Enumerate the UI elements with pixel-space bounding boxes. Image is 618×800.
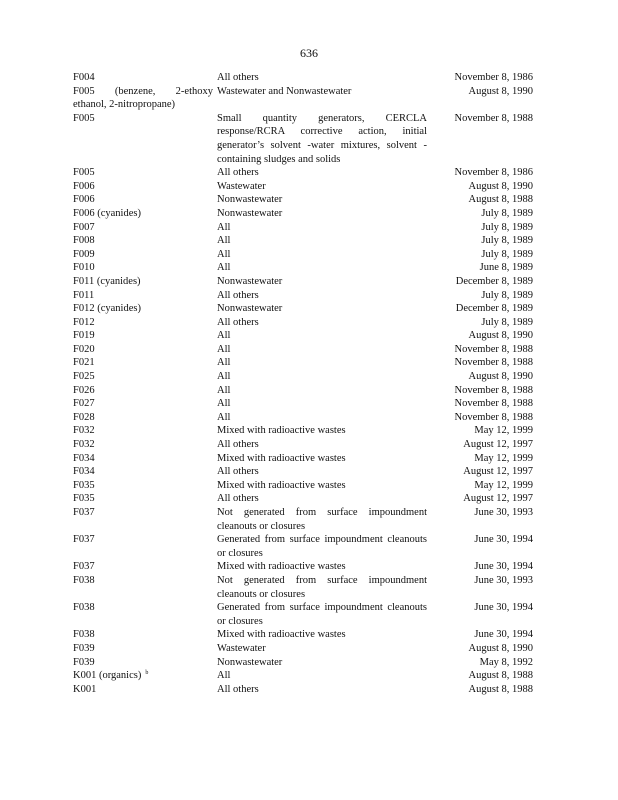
effective-date: November 8, 1988 — [454, 398, 533, 410]
waste-code-text: F039 — [73, 656, 95, 668]
waste-code-text: F039 — [73, 642, 95, 654]
waste-code — [73, 465, 217, 479]
waste-category: Generated from surface impoundment cleanouts or closures — [217, 602, 427, 627]
effective-date: June 30, 1994 — [474, 534, 533, 546]
waste-category: All — [217, 262, 231, 274]
effective-date: August 12, 1997 — [463, 493, 533, 505]
waste-category: All others — [217, 439, 259, 451]
waste-code-text: F038 — [73, 629, 95, 641]
table-row — [73, 397, 533, 411]
effective-date: August 8, 1990 — [468, 85, 533, 97]
waste-code-text: F011 — [73, 289, 95, 301]
waste-code — [73, 248, 217, 262]
effective-date: June 30, 1994 — [474, 602, 533, 614]
effective-date: December 8, 1989 — [455, 275, 533, 287]
waste-category: Wastewater — [217, 180, 266, 192]
table-row — [73, 438, 533, 452]
waste-code — [73, 370, 217, 384]
effective-date: August 12, 1997 — [463, 439, 533, 451]
table-row — [73, 628, 533, 642]
waste-code — [73, 411, 217, 425]
table-row — [73, 465, 533, 479]
table-row — [73, 248, 533, 262]
waste-code-text: F032 — [73, 439, 95, 451]
waste-code — [73, 424, 217, 438]
waste-code — [73, 642, 217, 656]
waste-category: Mixed with radioactive wastes — [217, 479, 346, 491]
waste-category: All — [217, 343, 231, 355]
waste-category: Nonwastewater — [217, 656, 283, 668]
table-row — [73, 533, 533, 560]
effective-date: August 12, 1997 — [463, 466, 533, 478]
waste-category: Generated from surface impoundment cleanouts or closures — [217, 534, 427, 559]
effective-date: June 30, 1993 — [474, 574, 533, 586]
table-row — [73, 424, 533, 438]
effective-date: June 30, 1994 — [474, 561, 533, 573]
table-row — [73, 683, 533, 697]
waste-category: Not generated from surface impoundment cleanouts or closures — [217, 574, 427, 600]
table-row — [73, 234, 533, 248]
waste-category: All others — [217, 316, 259, 328]
waste-code-text: F006 — [73, 194, 95, 206]
table-row — [73, 560, 533, 574]
waste-code-text: F004 — [73, 72, 95, 83]
waste-category: Nonwastewater — [217, 207, 283, 219]
waste-code-text: F037 — [73, 534, 95, 546]
waste-category: Nonwastewater — [217, 275, 283, 287]
table-row — [73, 207, 533, 221]
waste-category: Wastewater and Nonwastewater — [217, 85, 352, 97]
waste-code-text: F012 (cyanides) — [73, 303, 141, 315]
effective-date: November 8, 1986 — [454, 167, 533, 179]
waste-code — [73, 112, 217, 166]
table-row — [73, 343, 533, 357]
waste-category: Mixed with radioactive wastes — [217, 561, 346, 573]
waste-code — [73, 316, 217, 330]
waste-code — [73, 207, 217, 221]
waste-code — [73, 356, 217, 370]
effective-date: December 8, 1989 — [455, 303, 533, 315]
waste-category: All — [217, 357, 231, 369]
waste-category: Not generated from surface impoundment cleanouts or closures — [217, 507, 427, 532]
table-row — [73, 669, 533, 683]
effective-date: August 8, 1990 — [468, 642, 533, 654]
waste-category: All — [217, 371, 231, 383]
table-row — [73, 574, 533, 601]
waste-category: All — [217, 670, 231, 682]
waste-category: All others — [217, 683, 259, 695]
table-row — [73, 601, 533, 628]
table-row — [73, 221, 533, 235]
table-row — [73, 384, 533, 398]
waste-code-text: F035 — [73, 493, 95, 505]
waste-code — [73, 85, 217, 112]
table-row — [73, 656, 533, 670]
table-row — [73, 506, 533, 533]
waste-code-text: F005 — [73, 167, 95, 179]
effective-date: August 8, 1990 — [468, 180, 533, 192]
table-row — [73, 289, 533, 303]
effective-date: May 8, 1992 — [479, 656, 533, 668]
waste-category: All — [217, 384, 231, 396]
effective-date: June 8, 1989 — [479, 262, 533, 274]
waste-code-text: F019 — [73, 330, 95, 342]
effective-date: November 8, 1988 — [454, 384, 533, 396]
effective-date: July 8, 1989 — [481, 207, 533, 219]
waste-code-text: K001 (organics) — [73, 670, 142, 682]
table-row — [73, 166, 533, 180]
waste-code-text: F037 — [73, 507, 95, 518]
effective-date: May 12, 1999 — [474, 479, 533, 491]
waste-code — [73, 234, 217, 248]
waste-category: Mixed with radioactive wastes — [217, 425, 346, 437]
waste-code — [73, 574, 217, 601]
waste-code-text: F005 (benzene, 2-ethoxy ethanol, 2-nitropropane) — [73, 85, 213, 111]
waste-code-text: F034 — [73, 452, 95, 464]
table-row — [73, 275, 533, 289]
waste-category: All — [217, 221, 231, 233]
waste-code — [73, 601, 217, 628]
waste-code-text: F032 — [73, 425, 95, 437]
effective-date: November 8, 1988 — [454, 357, 533, 369]
waste-code-text: F038 — [73, 574, 95, 586]
effective-date: August 8, 1988 — [468, 670, 533, 682]
waste-code — [73, 628, 217, 642]
waste-code-text: F025 — [73, 371, 95, 383]
waste-category: All — [217, 398, 231, 410]
waste-category: All others — [217, 289, 259, 301]
waste-category: Mixed with radioactive wastes — [217, 629, 346, 641]
effective-date: June 30, 1994 — [474, 629, 533, 641]
waste-category: Wastewater — [217, 642, 266, 654]
waste-category: All others — [217, 167, 259, 179]
waste-code — [73, 71, 217, 85]
waste-code-text: F027 — [73, 398, 95, 410]
effective-date: August 8, 1988 — [468, 683, 533, 695]
table-row — [73, 479, 533, 493]
waste-code-text: F038 — [73, 602, 95, 614]
waste-code — [73, 452, 217, 466]
waste-code-text: F035 — [73, 479, 95, 491]
table-row — [73, 112, 533, 166]
waste-code-text: F010 — [73, 262, 95, 274]
waste-code — [73, 479, 217, 493]
waste-code-text: F009 — [73, 248, 95, 260]
effective-date: July 8, 1989 — [481, 235, 533, 247]
waste-code-text: K001 — [73, 683, 97, 695]
table-row — [73, 492, 533, 506]
waste-category: All others — [217, 493, 259, 505]
waste-code — [73, 329, 217, 343]
effective-date: August 8, 1990 — [468, 330, 533, 342]
effective-date: August 8, 1990 — [468, 371, 533, 383]
waste-code — [73, 261, 217, 275]
table-row — [73, 329, 533, 343]
waste-category: Small quantity generators, CERCLA response/RCRA corrective action, initial generator’s solvent -water mixtures, solvent - containing sludges and solids — [217, 112, 427, 165]
waste-code — [73, 193, 217, 207]
waste-code-text: F012 — [73, 316, 95, 328]
waste-code — [73, 560, 217, 574]
table-row — [73, 193, 533, 207]
table-row — [73, 452, 533, 466]
waste-code — [73, 221, 217, 235]
waste-code — [73, 656, 217, 670]
waste-code — [73, 492, 217, 506]
effective-date: July 8, 1989 — [481, 289, 533, 301]
table-row — [73, 370, 533, 384]
waste-code — [73, 683, 217, 697]
waste-code — [73, 384, 217, 398]
waste-category: Nonwastewater — [217, 194, 283, 206]
effective-dates-table — [73, 71, 533, 696]
effective-date: June 30, 1993 — [474, 507, 533, 518]
waste-category: All others — [217, 72, 259, 83]
table-row — [73, 302, 533, 316]
effective-date: August 8, 1988 — [468, 194, 533, 206]
waste-code-text: F007 — [73, 221, 95, 233]
waste-category: All — [217, 330, 231, 342]
effective-date: May 12, 1999 — [474, 452, 533, 464]
effective-date: July 8, 1989 — [481, 248, 533, 260]
effective-date: May 12, 1999 — [474, 425, 533, 437]
table-row — [73, 180, 533, 194]
waste-code-text: F008 — [73, 235, 95, 247]
waste-code — [73, 533, 217, 560]
waste-code — [73, 180, 217, 194]
waste-code-text: F005 — [73, 112, 95, 124]
waste-category: Nonwastewater — [217, 303, 283, 315]
waste-category: Mixed with radioactive wastes — [217, 452, 346, 464]
waste-category: All — [217, 248, 231, 260]
effective-date: July 8, 1989 — [481, 221, 533, 233]
waste-category: All — [217, 411, 231, 423]
table-row — [73, 316, 533, 330]
effective-date: November 8, 1988 — [454, 411, 533, 423]
effective-date: November 8, 1988 — [454, 343, 533, 355]
table-row — [73, 411, 533, 425]
waste-code — [73, 506, 217, 533]
waste-code — [73, 302, 217, 316]
table-row — [73, 356, 533, 370]
waste-code-text: F037 — [73, 561, 95, 573]
table-row — [73, 642, 533, 656]
waste-category: All — [217, 235, 231, 247]
table-row — [73, 85, 533, 112]
waste-code — [73, 166, 217, 180]
waste-code — [73, 438, 217, 452]
table-row — [73, 71, 533, 85]
page-number: 636 — [300, 46, 318, 60]
table-row — [73, 261, 533, 275]
waste-code — [73, 397, 217, 411]
waste-code-text: F021 — [73, 357, 95, 369]
waste-category: All others — [217, 466, 259, 478]
waste-code-text: F006 (cyanides) — [73, 207, 141, 219]
effective-date: July 8, 1989 — [481, 316, 533, 328]
waste-code-text: F020 — [73, 343, 95, 355]
waste-code — [73, 289, 217, 303]
waste-code-text: F026 — [73, 384, 95, 396]
waste-code-text: F028 — [73, 411, 95, 423]
waste-code — [73, 343, 217, 357]
effective-date: November 8, 1988 — [454, 112, 533, 124]
effective-date: November 8, 1986 — [454, 72, 533, 83]
waste-code-text: F034 — [73, 466, 95, 478]
waste-code — [73, 275, 217, 289]
waste-code-text: F006 — [73, 180, 95, 192]
waste-code — [73, 669, 217, 683]
footnote-marker: b — [145, 669, 149, 676]
waste-code-text: F011 (cyanides) — [73, 275, 141, 287]
